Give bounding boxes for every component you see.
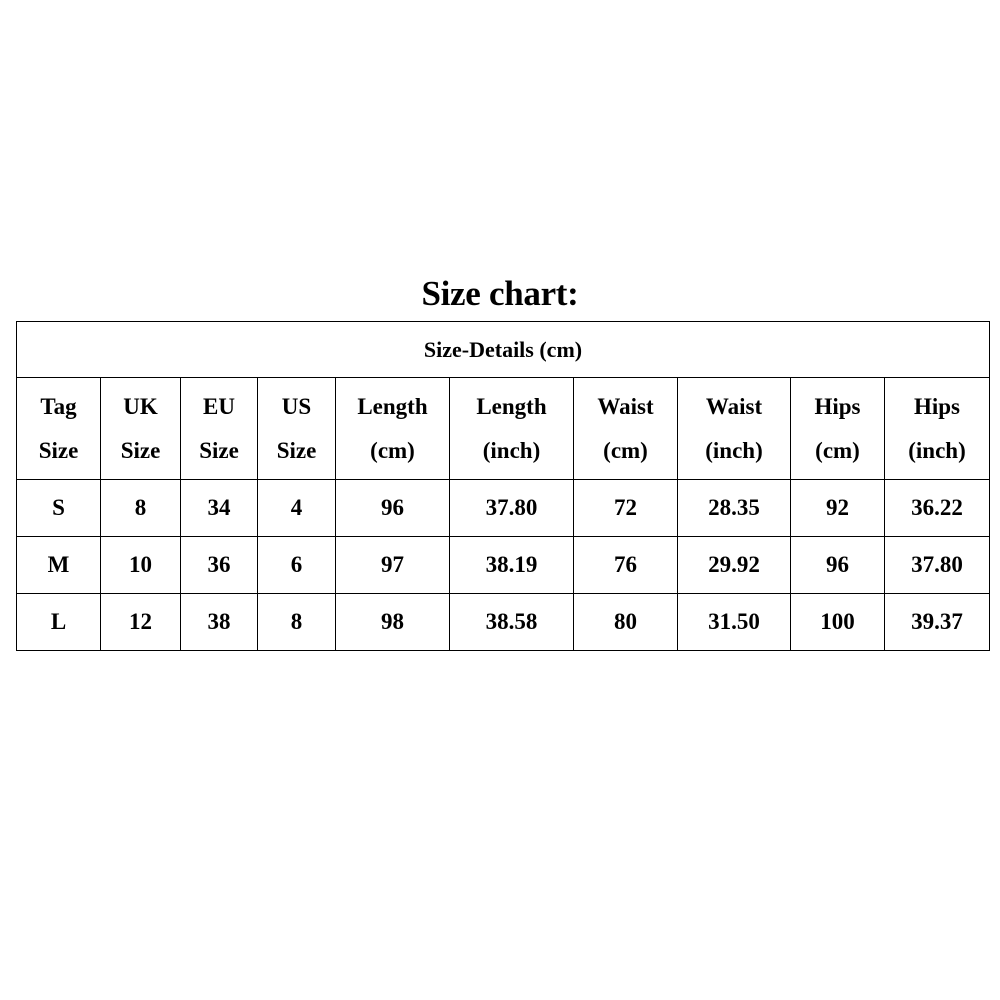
table-cell: L (17, 594, 101, 651)
size-details-table (16, 321, 990, 651)
table-cell: 37.80 (885, 537, 990, 594)
header-eu-size: EU Size (181, 378, 258, 480)
table-cell: 38.19 (450, 537, 574, 594)
table-cell: 8 (258, 594, 336, 651)
header-waist-cm: Waist (cm) (574, 378, 678, 480)
table-cell: 31.50 (678, 594, 791, 651)
header-tag-size: Tag Size (17, 378, 101, 480)
table-cell: 72 (574, 480, 678, 537)
table-cell: 80 (574, 594, 678, 651)
header-waist-inch: Waist (inch) (678, 378, 791, 480)
table-cell: 98 (336, 594, 450, 651)
table-cell: 10 (101, 537, 181, 594)
table-cell: 34 (181, 480, 258, 537)
table-cell: 97 (336, 537, 450, 594)
table-row (17, 480, 990, 537)
table-cell: 6 (258, 537, 336, 594)
header-length-inch: Length (inch) (450, 378, 574, 480)
table-cell: 92 (791, 480, 885, 537)
table-cell: 4 (258, 480, 336, 537)
table-cell: 29.92 (678, 537, 791, 594)
table-row (17, 537, 990, 594)
table-cell: 8 (101, 480, 181, 537)
table-cell: 96 (791, 537, 885, 594)
header-hips-inch: Hips (inch) (885, 378, 990, 480)
page-title: Size chart: (421, 274, 579, 313)
header-hips-cm: Hips (cm) (791, 378, 885, 480)
header-length-cm: Length (cm) (336, 378, 450, 480)
table-cell: 76 (574, 537, 678, 594)
table-row (17, 594, 990, 651)
header-uk-size: UK Size (101, 378, 181, 480)
table-cell: 37.80 (450, 480, 574, 537)
table-cell: S (17, 480, 101, 537)
table-cell: 100 (791, 594, 885, 651)
table-cell: 28.35 (678, 480, 791, 537)
table-header-row (17, 378, 990, 480)
table-cell: 36 (181, 537, 258, 594)
table-cell: 39.37 (885, 594, 990, 651)
table-cell: M (17, 537, 101, 594)
table-caption-row (17, 322, 990, 378)
table-cell: 12 (101, 594, 181, 651)
table-cell: 38 (181, 594, 258, 651)
table-cell: 36.22 (885, 480, 990, 537)
table-cell: 38.58 (450, 594, 574, 651)
table-caption: Size-Details (cm) (17, 322, 990, 378)
header-us-size: US Size (258, 378, 336, 480)
table-cell: 96 (336, 480, 450, 537)
